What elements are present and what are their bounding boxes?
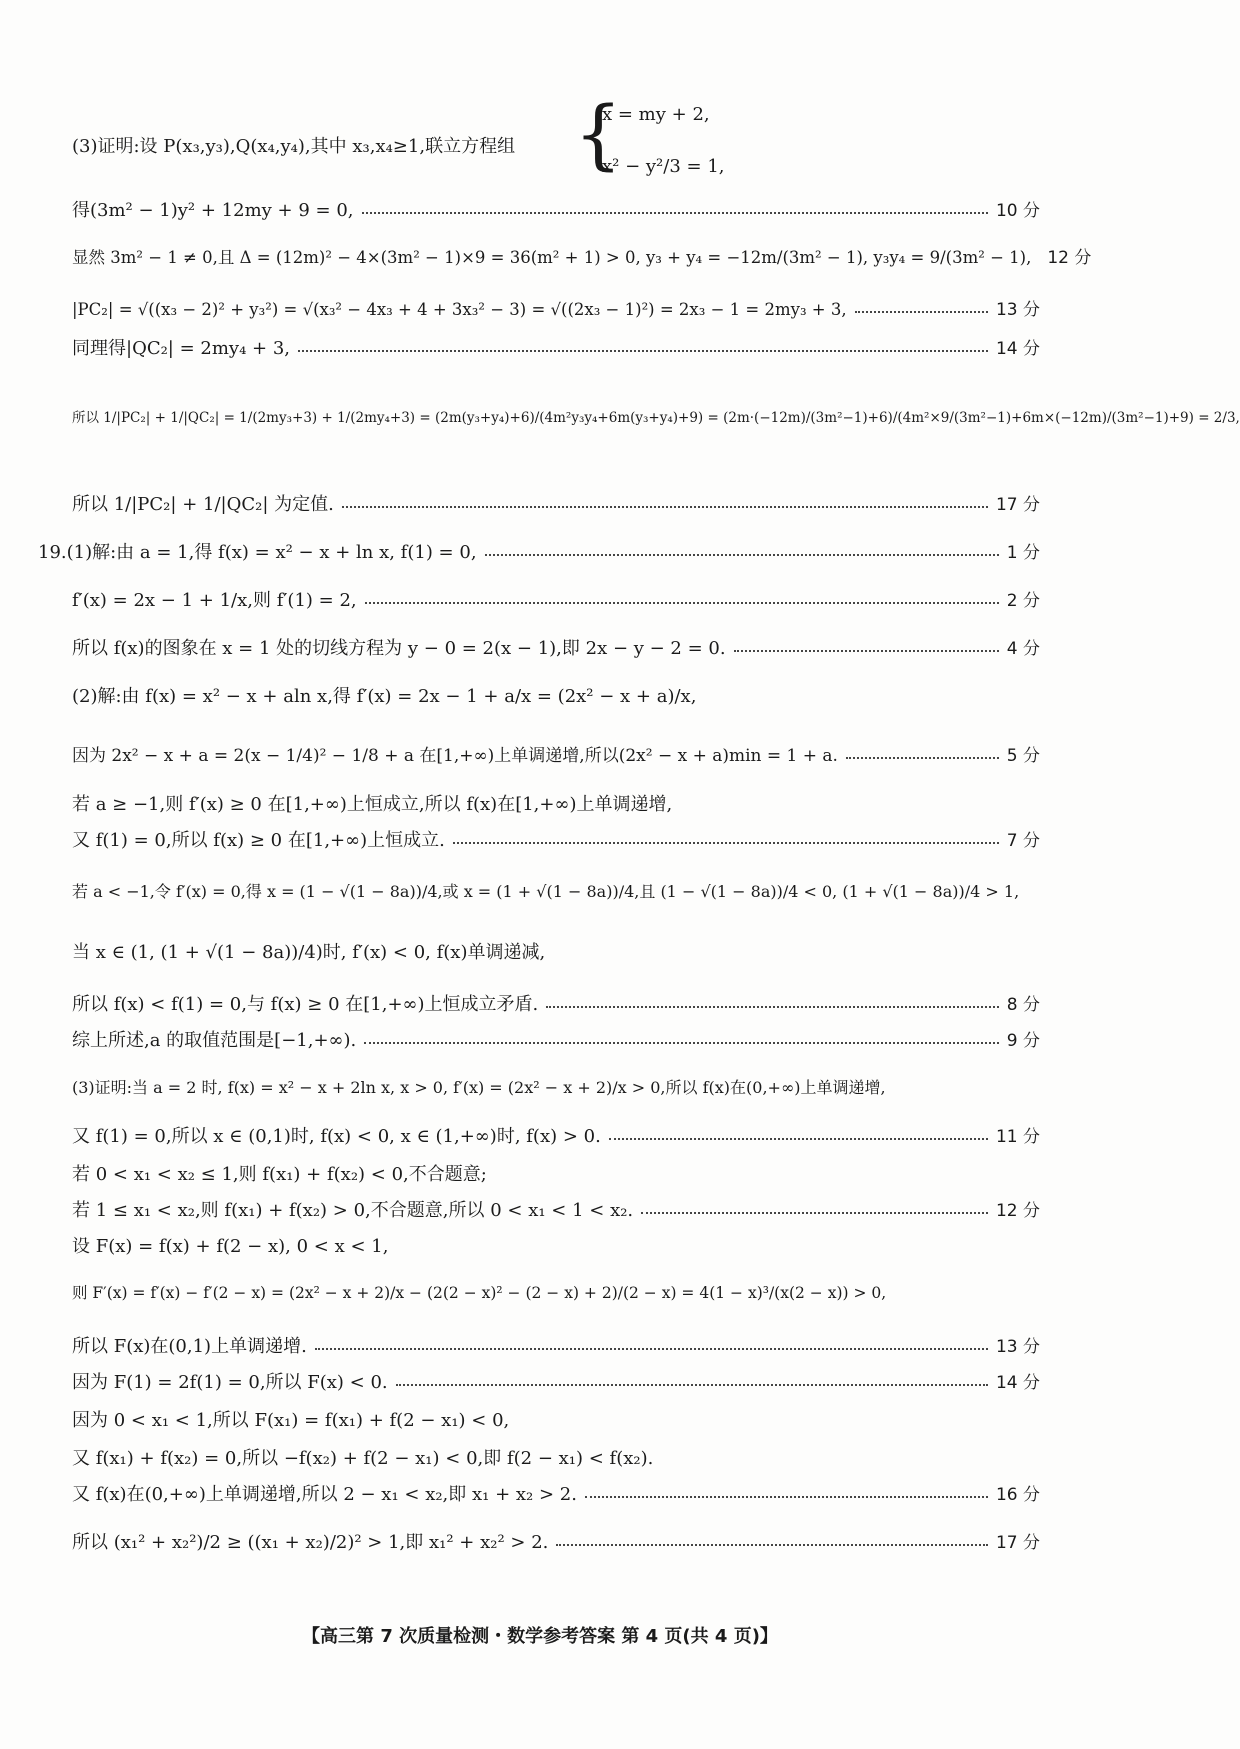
solution-line bbox=[72, 1236, 1040, 1258]
solution-line bbox=[72, 248, 1092, 268]
solution-line bbox=[72, 1448, 1040, 1470]
line-text: |PC₂| = √((x₃ − 2)² + y₃²) = √(x₃² − 4x₃ + 4 + 3x₃² − 3) = √((2x₃ − 1)²) = 2x₃ − 1 = 2my₃ + 3, bbox=[72, 300, 847, 320]
line-text: 所以 F(x)在(0,1)上单调递增. bbox=[72, 1336, 307, 1357]
solution-line bbox=[72, 1284, 1040, 1303]
solution-line bbox=[72, 1030, 1040, 1052]
score-mark: 14 分 bbox=[995, 338, 1040, 359]
solution-line bbox=[72, 338, 1040, 360]
line-text: 因为 F(1) = 2f(1) = 0,所以 F(x) < 0. bbox=[72, 1372, 388, 1393]
solution-line bbox=[72, 830, 1040, 852]
solution-line bbox=[38, 542, 1040, 564]
line-text: 则 F′(x) = f′(x) − f′(2 − x) = (2x² − x + 2)/x − (2(2 − x)² − (2 − x) + 2)/(2 − x) = 4(1 − x)³/(x(2 − x)) > 0, bbox=[72, 1284, 887, 1302]
solution-line bbox=[72, 686, 1040, 708]
line-text: 当 x ∈ (1, (1 + √(1 − 8a))/4)时, f′(x) < 0, f(x)单调递减, bbox=[72, 942, 546, 963]
solution-line bbox=[72, 200, 1040, 222]
leader-dots bbox=[585, 1496, 988, 1498]
line-text: (2)解:由 f(x) = x² − x + aln x,得 f′(x) = 2x − 1 + a/x = (2x² − x + a)/x, bbox=[72, 686, 697, 707]
leader-dots bbox=[846, 757, 999, 759]
page-footer: 【高三第 7 次质量检测・数学参考答案 第 4 页(共 4 页)】 bbox=[302, 1626, 778, 1647]
leader-dots bbox=[734, 650, 999, 652]
p18-3-intro: (3)证明:设 P(x₃,y₃),Q(x₄,y₄),其中 x₃,x₄≥1,联立方程组 bbox=[72, 136, 516, 157]
line-text: 又 f(1) = 0,所以 f(x) ≥ 0 在[1,+∞)上恒成立. bbox=[72, 830, 445, 851]
line-text: 若 0 < x₁ < x₂ ≤ 1,则 f(x₁) + f(x₂) < 0,不合题意; bbox=[72, 1164, 487, 1185]
solution-line bbox=[72, 1126, 1040, 1148]
leader-dots bbox=[546, 1006, 999, 1008]
leader-dots bbox=[855, 311, 988, 313]
system-line-1: x = my + 2, bbox=[602, 104, 710, 125]
score-mark: 16 分 bbox=[995, 1484, 1040, 1505]
line-text: 所以 1/|PC₂| + 1/|QC₂| 为定值. bbox=[72, 494, 334, 515]
leader-dots bbox=[609, 1138, 988, 1140]
solution-line bbox=[72, 590, 1040, 612]
line-text: 所以 f(x) < f(1) = 0,与 f(x) ≥ 0 在[1,+∞)上恒成立矛盾. bbox=[72, 994, 539, 1015]
score-mark: 7 分 bbox=[1006, 830, 1040, 851]
leader-dots bbox=[556, 1544, 988, 1546]
line-text: 若 1 ≤ x₁ < x₂,则 f(x₁) + f(x₂) > 0,不合题意,所以 0 < x₁ < 1 < x₂. bbox=[72, 1200, 634, 1221]
line-text: 所以 f(x)的图象在 x = 1 处的切线方程为 y − 0 = 2(x − 1),即 2x − y − 2 = 0. bbox=[72, 638, 726, 659]
line-text: 又 f(x₁) + f(x₂) = 0,所以 −f(x₂) + f(2 − x₁) < 0,即 f(2 − x₁) < f(x₂). bbox=[72, 1448, 654, 1469]
score-mark: 4 分 bbox=[1006, 638, 1040, 659]
score-mark: 13 分 bbox=[995, 300, 1040, 320]
line-text: 因为 0 < x₁ < 1,所以 F(x₁) = f(x₁) + f(2 − x₁) < 0, bbox=[72, 1410, 510, 1431]
line-text: 得(3m² − 1)y² + 12my + 9 = 0, bbox=[72, 200, 354, 221]
solution-line bbox=[72, 300, 1040, 320]
leader-dots bbox=[315, 1348, 988, 1350]
solution-line bbox=[72, 942, 1040, 964]
line-text: 设 F(x) = f(x) + f(2 − x), 0 < x < 1, bbox=[72, 1236, 389, 1257]
score-mark: 13 分 bbox=[995, 1336, 1040, 1357]
score-mark: 12 分 bbox=[1047, 248, 1092, 268]
solution-line bbox=[72, 882, 1040, 901]
score-mark: 2 分 bbox=[1006, 590, 1040, 611]
solution-line bbox=[72, 746, 1040, 766]
line-text: 又 f(x)在(0,+∞)上单调递增,所以 2 − x₁ < x₂,即 x₁ + x₂ > 2. bbox=[72, 1484, 577, 1505]
line-text: 19.(1)解:由 a = 1,得 f(x) = x² − x + ln x, f(1) = 0, bbox=[38, 542, 477, 563]
line-text: 综上所述,a 的取值范围是[−1,+∞). bbox=[72, 1030, 357, 1051]
leader-dots bbox=[342, 506, 988, 508]
line-text: f′(x) = 2x − 1 + 1/x,则 f′(1) = 2, bbox=[72, 590, 357, 611]
solution-line bbox=[72, 1336, 1040, 1358]
solution-line bbox=[72, 1484, 1040, 1506]
leader-dots bbox=[362, 212, 988, 214]
leader-dots bbox=[365, 602, 999, 604]
system-line-2: x² − y²/3 = 1, bbox=[602, 156, 725, 177]
score-mark: 10 分 bbox=[995, 200, 1040, 221]
leader-dots bbox=[298, 350, 988, 352]
solution-line bbox=[72, 1410, 1040, 1432]
leader-dots bbox=[396, 1384, 988, 1386]
solution-line bbox=[72, 410, 1240, 426]
score-mark: 12 分 bbox=[995, 1200, 1040, 1221]
line-text: 所以 1/|PC₂| + 1/|QC₂| = 1/(2my₃+3) + 1/(2my₄+3) = (2m(y₃+y₄)+6)/(4m²y₃y₄+6m(y₃+y₄)+9) = (2m·(−12m)/(3m²−1)+6)/(4m²×9/(3m²−1)+6m×(−12m)/(3m²−1)+9) = 2/3, bbox=[72, 410, 1240, 426]
solution-line bbox=[72, 1372, 1040, 1394]
line-text: 若 a ≥ −1,则 f′(x) ≥ 0 在[1,+∞)上恒成立,所以 f(x)在[1,+∞)上单调递增, bbox=[72, 794, 673, 815]
solution-line bbox=[72, 994, 1040, 1016]
solution-line bbox=[72, 794, 1040, 816]
solution-line bbox=[72, 1078, 1040, 1097]
line-text: 若 a < −1,令 f′(x) = 0,得 x = (1 − √(1 − 8a))/4,或 x = (1 + √(1 − 8a))/4,且 (1 − √(1 − 8a))/4 < 0, (1 + √(1 − 8a))/4 > 1, bbox=[72, 882, 1020, 901]
score-mark: 17 分 bbox=[995, 494, 1040, 515]
line-text: 同理得|QC₂| = 2my₄ + 3, bbox=[72, 338, 291, 359]
line-text: 所以 (x₁² + x₂²)/2 ≥ ((x₁ + x₂)/2)² > 1,即 x₁² + x₂² > 2. bbox=[72, 1532, 549, 1553]
solution-line bbox=[72, 1200, 1040, 1222]
score-mark: 8 分 bbox=[1006, 994, 1040, 1015]
line-text: 因为 2x² − x + a = 2(x − 1/4)² − 1/8 + a 在[1,+∞)上单调递增,所以(2x² − x + a)min = 1 + a. bbox=[72, 746, 838, 766]
score-mark: 17 分 bbox=[995, 1532, 1040, 1553]
leader-dots bbox=[641, 1212, 988, 1214]
score-mark: 11 分 bbox=[995, 1126, 1040, 1147]
score-mark: 5 分 bbox=[1006, 746, 1040, 766]
leader-dots bbox=[453, 842, 999, 844]
score-mark: 14 分 bbox=[995, 1372, 1040, 1393]
leader-dots bbox=[364, 1042, 998, 1044]
score-mark: 9 分 bbox=[1006, 1030, 1040, 1051]
solution-line bbox=[72, 1164, 1040, 1186]
line-text: (3)证明:当 a = 2 时, f(x) = x² − x + 2ln x, x > 0, f′(x) = (2x² − x + 2)/x > 0,所以 f(x)在(0,+∞)上单调递增, bbox=[72, 1078, 886, 1097]
line-text: 又 f(1) = 0,所以 x ∈ (0,1)时, f(x) < 0, x ∈ (1,+∞)时, f(x) > 0. bbox=[72, 1126, 601, 1147]
solution-line bbox=[72, 494, 1040, 516]
system-brace: { bbox=[574, 89, 623, 178]
solution-line bbox=[72, 638, 1040, 660]
line-text: 显然 3m² − 1 ≠ 0,且 Δ = (12m)² − 4×(3m² − 1)×9 = 36(m² + 1) > 0, y₃ + y₄ = −12m/(3m² − 1), y₃y₄ = 9/(3m² − 1), bbox=[72, 248, 1032, 268]
score-mark: 1 分 bbox=[1006, 542, 1040, 563]
leader-dots bbox=[485, 554, 999, 556]
solution-line bbox=[72, 1532, 1040, 1554]
